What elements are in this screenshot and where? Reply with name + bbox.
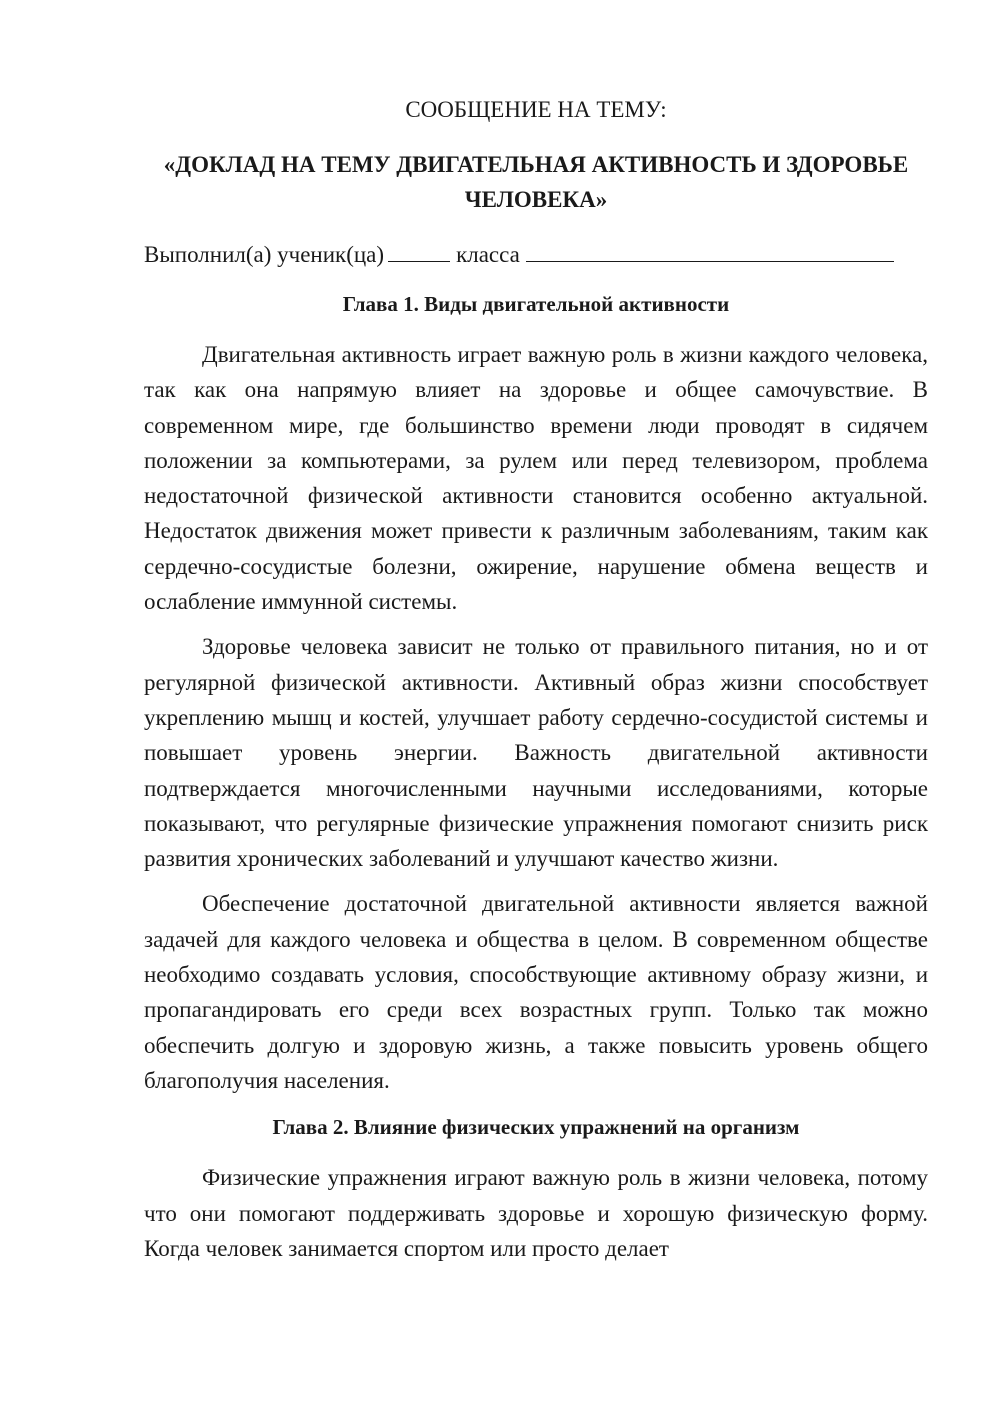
chapter-1-heading: Глава 1. Виды двигательной активности bbox=[342, 292, 730, 316]
author-line bbox=[144, 237, 928, 272]
grade-blank bbox=[388, 239, 450, 262]
document-title: «ДОКЛАД НА ТЕМУ ДВИГАТЕЛЬНАЯ АКТИВНОСТЬ И ЗДОРОВЬЕ ЧЕЛОВЕКА» bbox=[163, 152, 909, 212]
document-page bbox=[144, 92, 928, 1276]
chapter-1-paragraph-3: Обеспечение достаточной двигательной активности является важной задачей для каждого человека и общества в целом. В современном обществе необходимо создавать условия, способствующие активному образу жизни, и пропагандировать его среди всех возрастных групп. Только так можно обеспечить долгую и здоровую жизнь, а также повысить уровень общего благополучия населения. bbox=[144, 891, 928, 1093]
chapter-2-heading: Глава 2. Влияние физических упражнений на организм bbox=[272, 1115, 800, 1140]
chapter-2-paragraph-1: Физические упражнения играют важную роль в жизни человека, потому что они помогают поддерживать здоровье и хорошую физическую форму. Когда человек занимается спортом или просто делает bbox=[144, 1165, 928, 1261]
chapter-1-paragraph-1: Двигательная активность играет важную роль в жизни каждого человека, так как она напрямую влияет на здоровье и общее самочувствие. В современном мире, где большинство времени люди проводят в сидячем положении за компьютерами, за рулем или перед телевизором, проблема недостаточной физической активности становится особенно актуальной. Недостаток движения может привести к различным заболеваниям, таким как сердечно-сосудистые болезни, ожирение, нарушение обмена веществ и ослабление иммунной системы. bbox=[144, 342, 928, 615]
document-header: СООБЩЕНИЕ НА ТЕМУ: bbox=[405, 97, 667, 122]
class-blank bbox=[526, 239, 894, 262]
author-class-label: класса bbox=[456, 242, 520, 267]
chapter-1-paragraph-2: Здоровье человека зависит не только от правильного питания, но и от регулярной физической активности. Активный образ жизни способствует укреплению мышц и костей, улучшает работу сердечно-сосудистой системы и повышает уровень энергии. Важность двигательной активности подтверждается многочисленными научными исследованиями, которые показывают, что регулярные физические упражнения помогают снизить риск развития хронических заболеваний и улучшают качество жизни. bbox=[144, 634, 928, 872]
author-prefix: Выполнил(а) ученик(ца) bbox=[144, 242, 385, 267]
